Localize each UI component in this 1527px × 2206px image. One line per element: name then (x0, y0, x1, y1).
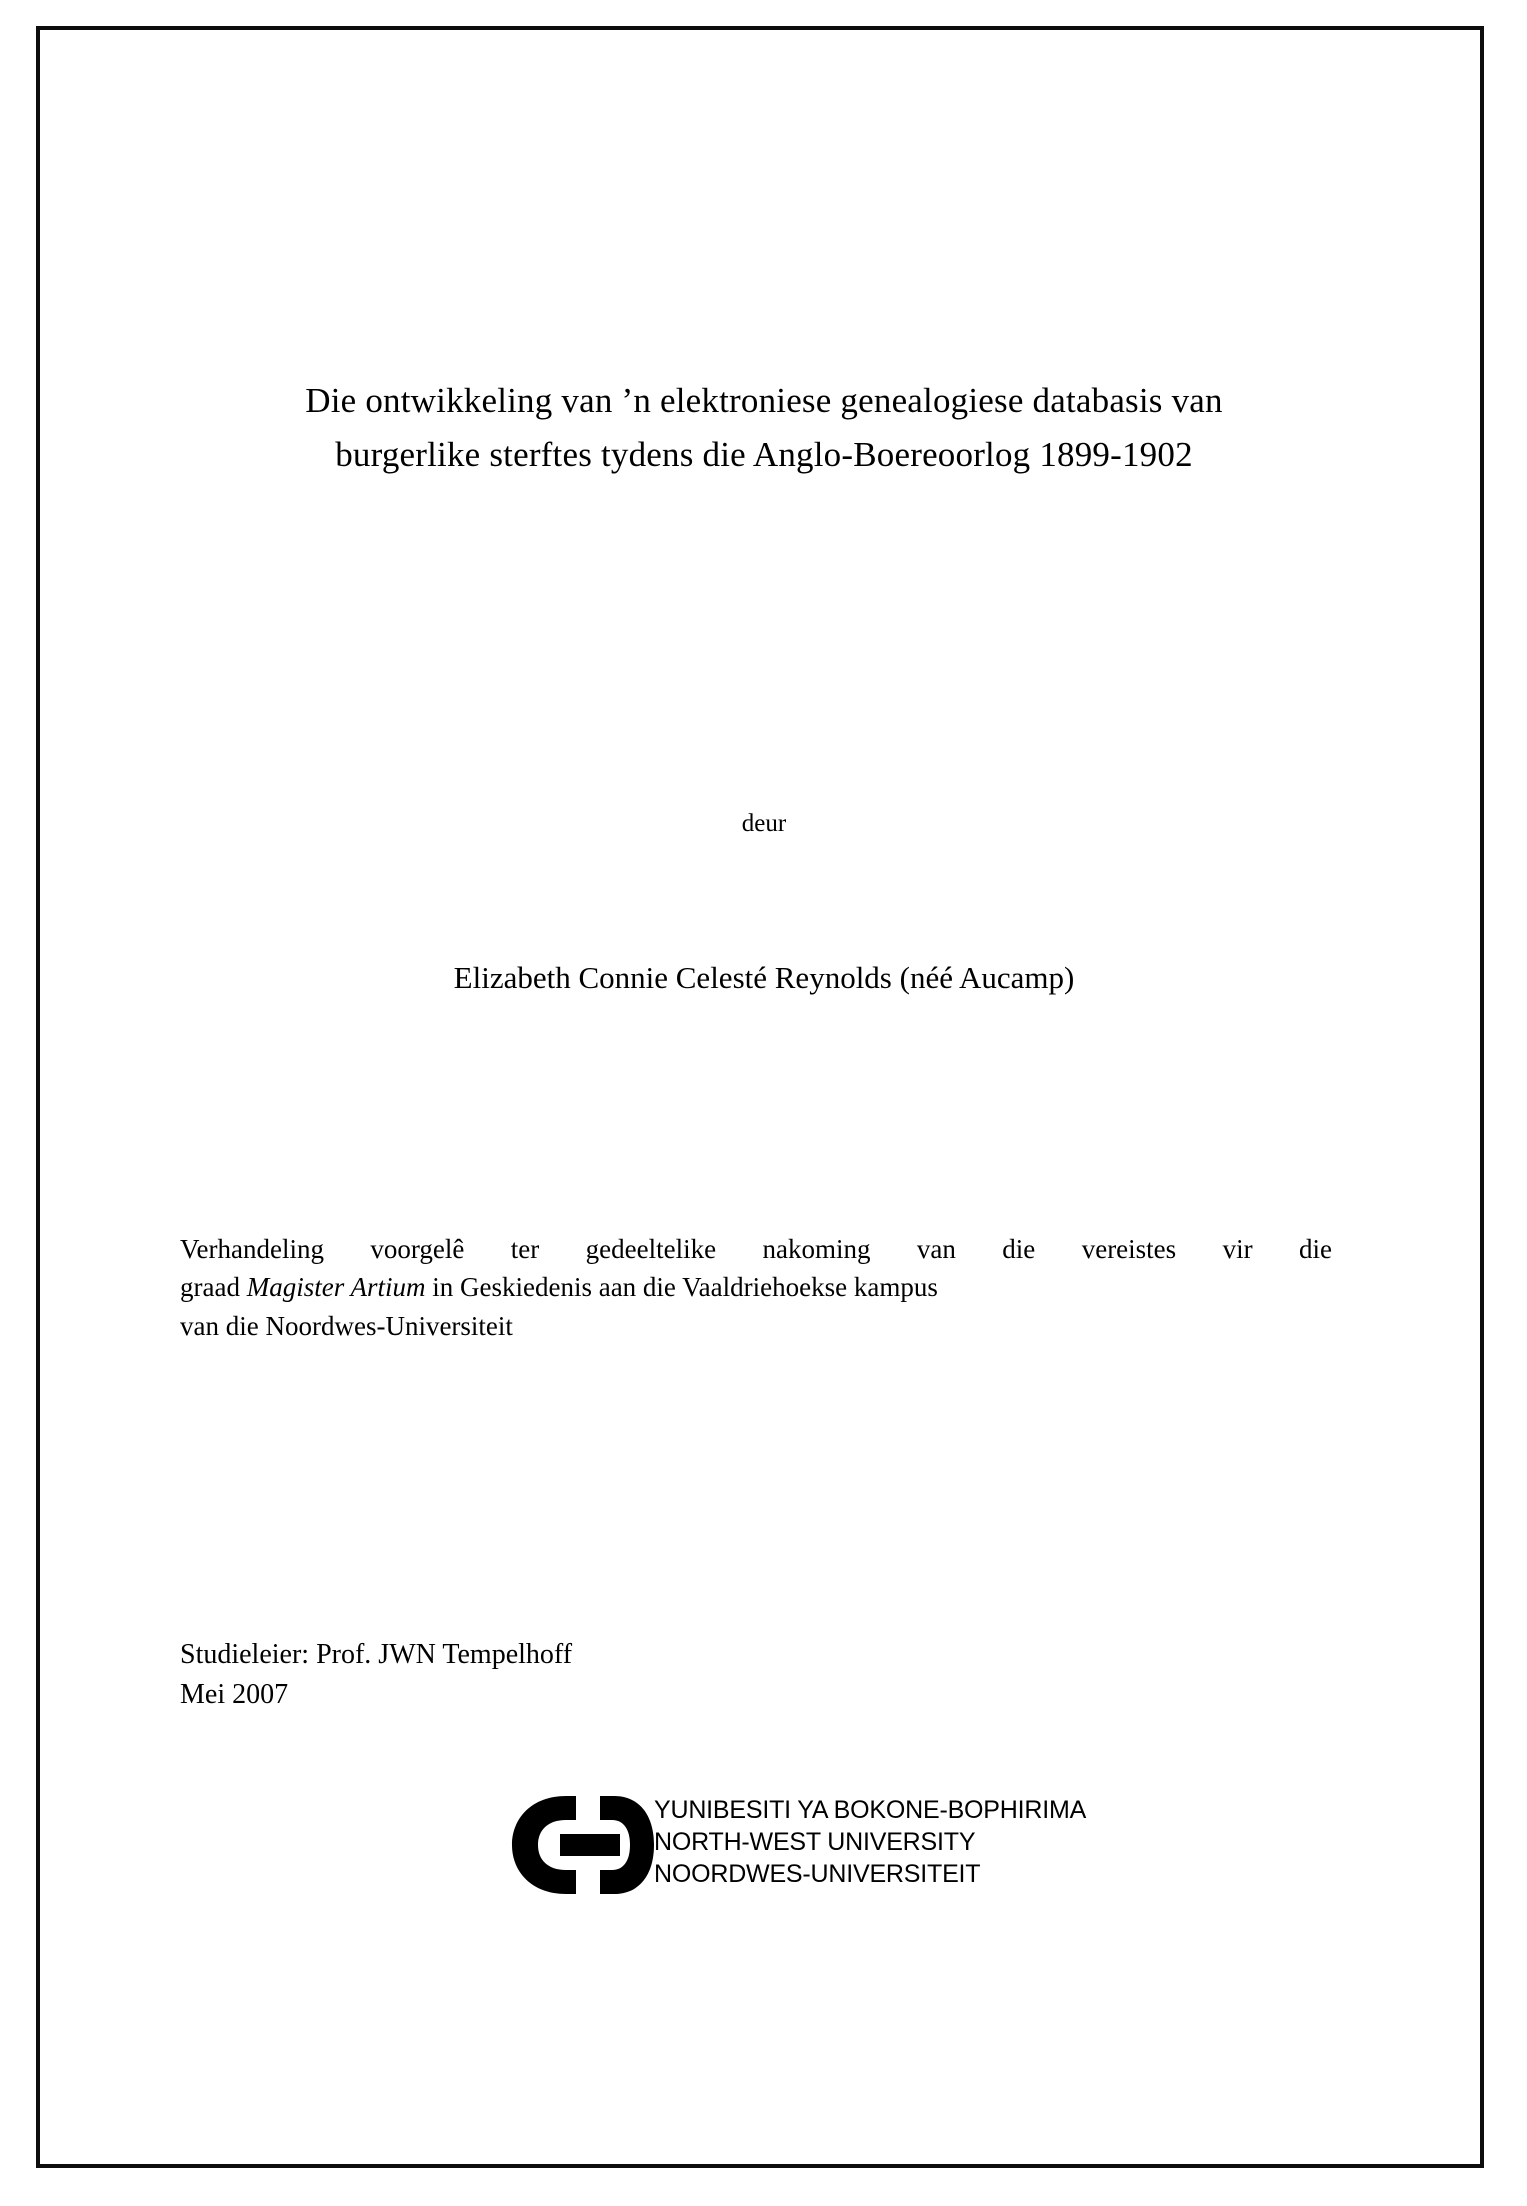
supervisor-block (180, 1635, 1180, 1715)
logo-wordmark (654, 1794, 1086, 1890)
degree-statement-line-1: Verhandeling voorgelê ter gedeeltelike nakoming van die vereistes vir die (180, 1234, 1332, 1264)
page-title (174, 374, 1354, 483)
title-line-1: Die ontwikkeling van ’n elektroniese genealogiese databasis van (305, 381, 1223, 420)
page-content-area (40, 30, 1480, 2164)
title-line-2: burgerlike sterftes tydens die Anglo-Boereoorlog 1899-1902 (335, 435, 1193, 475)
degree-statement-line-2-post: in Geskiedenis aan die Vaaldriehoekse kampus (425, 1272, 938, 1303)
page-border (36, 26, 1484, 2168)
date-line: Mei 2007 (180, 1678, 289, 1710)
degree-statement (180, 1230, 1332, 1345)
title-page (174, 30, 1354, 2164)
degree-statement-line-2 (180, 1268, 1332, 1306)
degree-statement-line-2-pre: graad (180, 1272, 247, 1303)
nwu-logo-icon (504, 1790, 664, 1900)
by-label: deur (741, 810, 787, 837)
degree-statement-line-3: van die Noordwes-Universiteit (180, 1310, 513, 1341)
logo-line-3: NOORDWES-UNIVERSITEIT (654, 1860, 981, 1888)
author-name: Elizabeth Connie Celesté Reynolds (néé Aucamp) (453, 960, 1075, 995)
degree-name: Magister Artium (246, 1272, 426, 1303)
logo-line-2: NORTH-WEST UNIVERSITY (654, 1828, 976, 1856)
university-logo (504, 1790, 1204, 1900)
supervisor-line: Studieleier: Prof. JWN Tempelhoff (180, 1639, 573, 1670)
logo-line-1: YUNIBESITI YA BOKONE-BOPHIRIMA (654, 1796, 1087, 1824)
